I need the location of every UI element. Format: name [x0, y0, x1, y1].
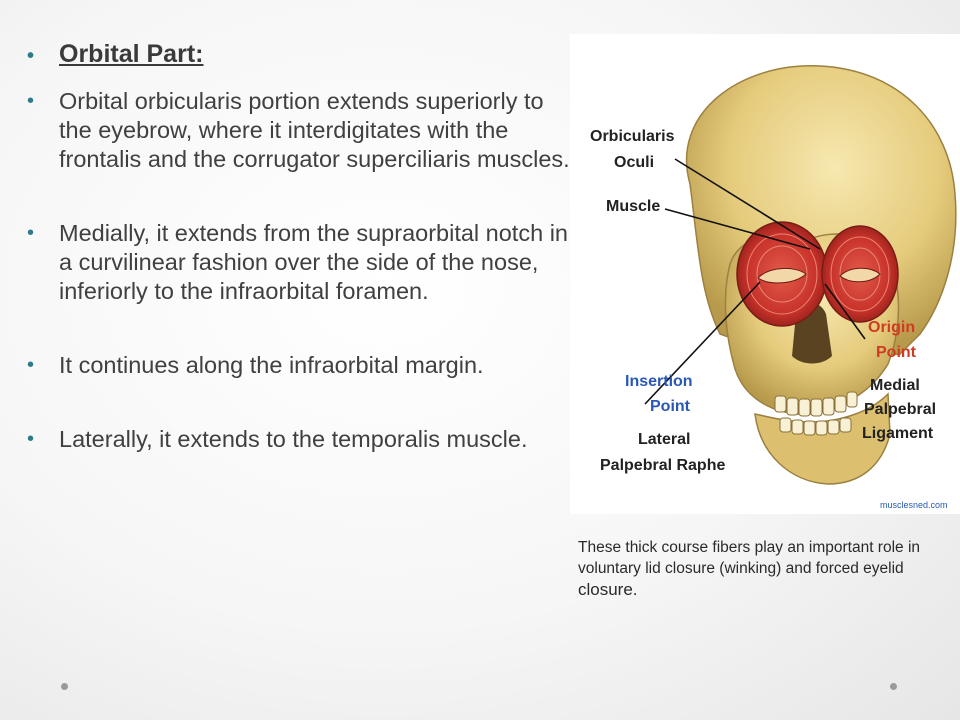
bullet-icon: • — [27, 428, 35, 450]
decorative-dot-left — [61, 683, 68, 690]
bullet-icon: • — [27, 354, 35, 376]
bullet-text: It continues along the infraorbital margin. — [59, 352, 484, 378]
origin-label-line-2: Point — [876, 344, 916, 361]
origin-detail-line-3: Ligament — [862, 425, 934, 442]
bullet-text: Laterally, it extends to the temporalis muscle. — [59, 426, 528, 452]
bullet-icon: • — [27, 90, 35, 112]
bullet-item — [24, 87, 574, 174]
skull-diagram — [570, 34, 960, 514]
insertion-detail-line-2: Palpebral Raphe — [600, 457, 726, 474]
muscle-label-line-1: Orbicularis — [590, 128, 675, 145]
figure-caption — [578, 537, 948, 601]
caption-text: These thick course fibers play an important role in voluntary lid closure (winking) and forced eyelid — [578, 539, 921, 577]
insertion-detail-line-1: Lateral — [638, 431, 691, 448]
muscle-label-line-2: Oculi — [614, 154, 655, 171]
watermark: musclesned.com — [880, 500, 948, 510]
heading-text: Orbital Part: — [59, 40, 204, 68]
origin-detail-line-2: Palpebral — [864, 401, 937, 418]
origin-detail-line-1: Medial — [870, 377, 920, 394]
bullet-item — [24, 425, 574, 454]
bullet-item — [24, 219, 574, 306]
bullet-icon: • — [27, 45, 35, 67]
bullet-icon: • — [27, 222, 35, 244]
muscle-label-line-3: Muscle — [606, 198, 661, 215]
bullet-text: Medially, it extends from the supraorbital notch in a curvilinear fashion over the side of the nose, inferiorly to the infraorbital foramen. — [59, 220, 568, 304]
origin-label-line-1: Origin — [868, 319, 916, 336]
insertion-label-line-2: Point — [650, 398, 690, 415]
bullet-item — [24, 351, 574, 380]
insertion-label-line-1: Insertion — [625, 373, 693, 390]
skull-illustration — [570, 34, 960, 514]
bullet-text: Orbital orbicularis portion extends superiorly to the eyebrow, where it interdigitates with the frontalis and the corrugator superciliaris muscles. — [59, 88, 570, 172]
section-heading — [24, 40, 574, 69]
bullet-list — [24, 40, 574, 454]
decorative-dot-right — [890, 683, 897, 690]
caption-end: closure. — [578, 580, 638, 599]
